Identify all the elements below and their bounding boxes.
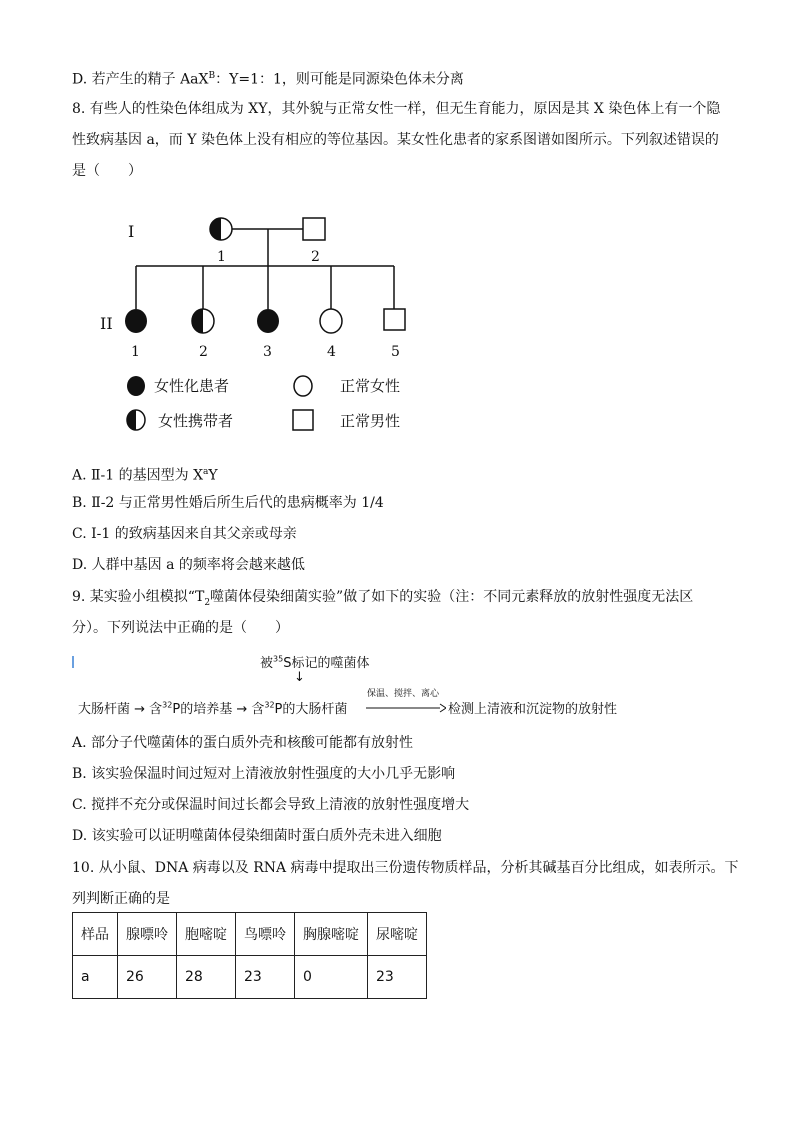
flow-right-arrow — [366, 702, 446, 714]
q9-option-d: D. 该实验可以证明噬菌体侵染细菌时蛋白质外壳未进入细胞 — [72, 828, 442, 844]
legend-normal-male-symbol — [293, 410, 313, 430]
table-cell: 28 — [177, 956, 236, 999]
gen2-number-1: 1 — [131, 344, 140, 360]
experiment-flow-diagram — [72, 650, 692, 722]
flow-step-1: 大肠杆菌 → 含$^{32}$P的培养基 → 含$^{32}$P的大肠杆菌 — [78, 700, 348, 717]
table-row — [73, 956, 427, 999]
legend-normal-male-label: 正常男性 — [340, 412, 401, 430]
gen2-number-2: 2 — [199, 344, 208, 360]
legend-normal-female-label: 正常女性 — [340, 377, 401, 395]
table-cell: 26 — [118, 956, 177, 999]
flow-arrow-label: 保温、搅拌、离心 — [367, 689, 440, 699]
gen1-number-2: 2 — [311, 249, 320, 265]
q8-option-b: B. Ⅱ-2 与正常男性婚后所生后代的患病概率为 1/4 — [72, 495, 384, 511]
table-header-cell: 尿嘧啶 — [368, 913, 427, 956]
q8-stem-line2: 性致病基因 a，而 Y 染色体上没有相应的等位基因。某女性化患者的家系图谱如图所示。下列叙述错误的 — [72, 132, 719, 148]
generation-label-1: I — [128, 222, 135, 241]
q9-stem-line1: 9. 某实验小组模拟“$T_2$噬菌体侵染细菌实验”做了如下的实验（注：不同元素释放的放射性强度无法区 — [72, 589, 694, 608]
table-cell: 23 — [368, 956, 427, 999]
legend-carrier-female-symbol — [127, 410, 145, 430]
gen2-number-3: 3 — [263, 344, 272, 360]
gen1-number-1: 1 — [217, 249, 226, 265]
q10-stem-line1: 10. 从小鼠、DNA 病毒以及 RNA 病毒中提取出三份遗传物质样品，分析其碱基百分比组成，如表所示。下 — [72, 860, 739, 876]
q9-option-b: B. 该实验保温时间过短对上清液放射性强度的大小几乎无影响 — [72, 766, 456, 782]
q7-option-d: D. 若产生的精子 AaX$^B$：Y=1：1，则可能是同源染色体未分离 — [72, 71, 464, 88]
table-header-cell: 样品 — [73, 913, 118, 956]
table-header-cell: 腺嘌呤 — [118, 913, 177, 956]
q9-stem-line2: 分）。下列说法中正确的是（ ） — [72, 620, 289, 636]
legend-affected-female-label: 女性化患者 — [154, 377, 230, 395]
q8-option-a: A. Ⅱ-1 的基因型为 $X^aY$ — [72, 467, 218, 484]
table-cell: 0 — [295, 956, 368, 999]
q8-option-c: C. I-1 的致病基因来自其父亲或母亲 — [72, 526, 297, 542]
q10-stem-line2: 列判断正确的是 — [72, 891, 170, 907]
edit-cursor-marker — [72, 656, 74, 668]
individual-II-3 — [257, 309, 279, 333]
individual-I-1 — [210, 218, 232, 240]
gen2-number-5: 5 — [391, 344, 400, 360]
generation-label-2: II — [100, 314, 113, 333]
gen2-number-4: 4 — [327, 344, 336, 360]
q8-stem-line3: 是（ ） — [72, 163, 142, 179]
flow-down-arrow: ↓ — [294, 670, 305, 685]
individual-II-1 — [125, 309, 147, 333]
individual-II-2 — [192, 309, 214, 333]
legend-normal-female-symbol — [294, 376, 312, 396]
table-header-row — [73, 913, 427, 956]
legend-affected-female-symbol — [127, 376, 145, 396]
q8-stem-line1: 8. 有些人的性染色体组成为 XY，其外貌与正常女性一样，但无生育能力，原因是其 X 染色体上有一个隐 — [72, 101, 721, 117]
flow-top-label: 被$^{35}$S标记的噬菌体 — [260, 654, 370, 671]
table-cell: a — [73, 956, 118, 999]
individual-II-4 — [320, 309, 342, 333]
base-composition-table — [72, 912, 427, 999]
table-header-cell: 鸟嘌呤 — [236, 913, 295, 956]
legend-carrier-female-label: 女性携带者 — [158, 412, 234, 430]
individual-I-2 — [303, 218, 325, 240]
pedigree-diagram — [0, 195, 794, 440]
table-header-cell: 胸腺嘧啶 — [295, 913, 368, 956]
flow-step-3: 检测上清液和沉淀物的放射性 — [448, 702, 618, 717]
table-header-cell: 胞嘧啶 — [177, 913, 236, 956]
q9-option-a: A. 部分子代噬菌体的蛋白质外壳和核酸可能都有放射性 — [72, 735, 414, 751]
individual-II-5 — [384, 309, 405, 330]
q9-option-c: C. 搅拌不充分或保温时间过长都会导致上清液的放射性强度增大 — [72, 797, 470, 813]
q8-option-d: D. 人群中基因 a 的频率将会越来越低 — [72, 557, 305, 573]
table-cell: 23 — [236, 956, 295, 999]
